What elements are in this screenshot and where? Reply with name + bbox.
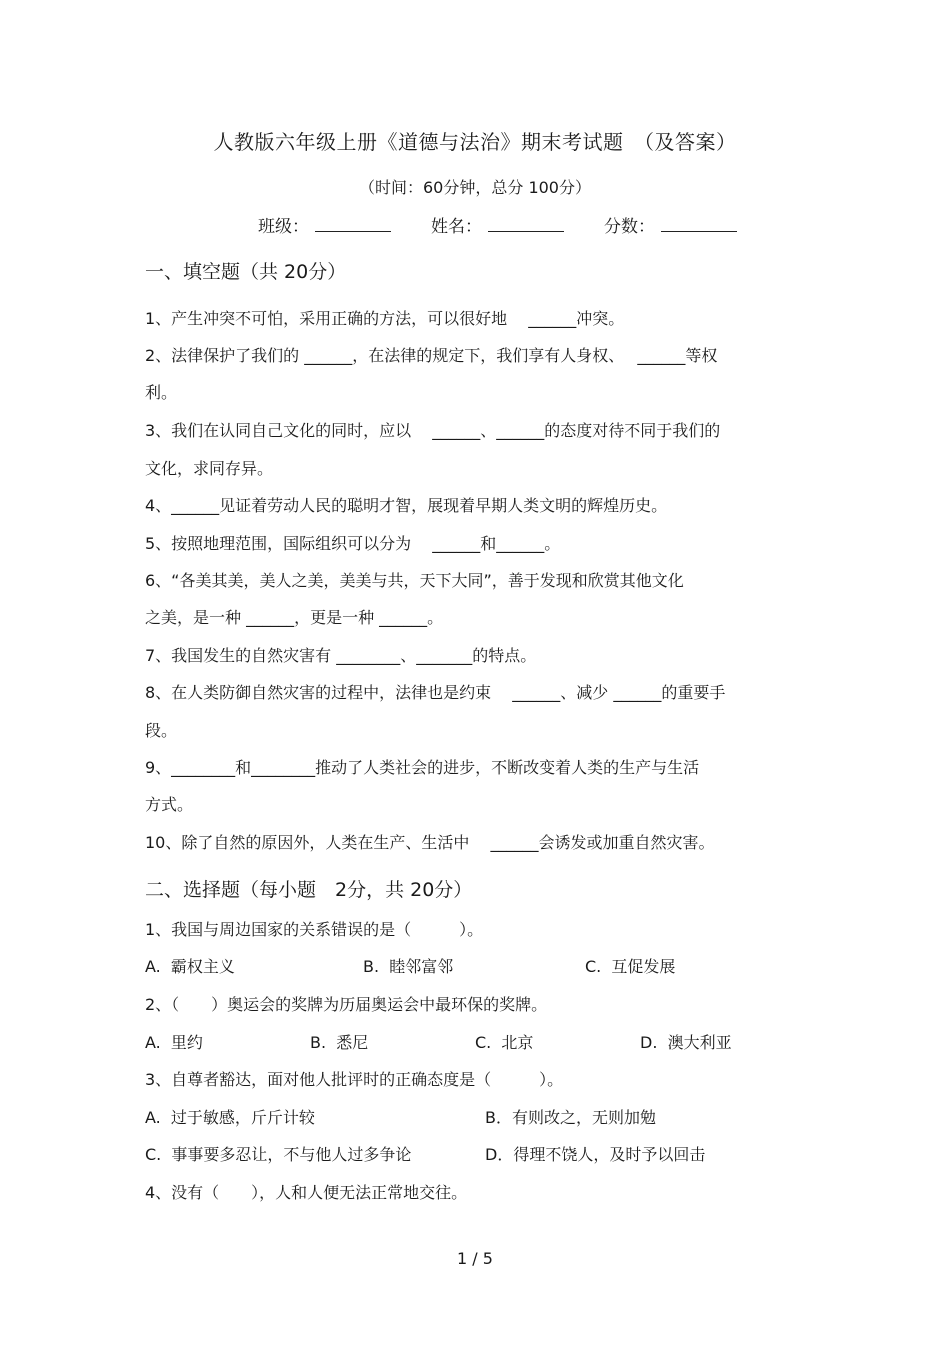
fill-line: 3、我们在认同自己文化的同时，应以 ______、______的态度对待不同于我们的 <box>145 421 721 440</box>
name-blank <box>488 215 564 232</box>
fill-line: 1、产生冲突不可怕，采用正确的方法，可以很好地 ______冲突。 <box>145 309 625 328</box>
option-c: C. 事事要多忍让，不与他人过多争论 <box>145 1145 412 1164</box>
option-c: C. 互促发展 <box>585 957 676 976</box>
class-field <box>258 212 391 237</box>
option-a: A. 里约 <box>145 1033 203 1052</box>
fill-line: 4、______见证着劳动人民的聪明才智，展现着早期人类文明的辉煌历史。 <box>145 496 668 515</box>
option-d: D．得理不饶人，及时予以回击 <box>485 1145 706 1164</box>
question-2-stem: 2、（ ）奥运会的奖牌为历届奥运会中最环保的奖牌。 <box>145 995 548 1014</box>
question-1-stem: 1、我国与周边国家的关系错误的是（ ）。 <box>145 920 484 939</box>
exam-duration-score: （时间：60分钟，总分 100分） <box>359 178 591 197</box>
fill-line: 文化，求同存异。 <box>145 459 274 478</box>
fill-line: 8、在人类防御自然灾害的过程中，法律也是约束 ______、减少 ______的重要手 <box>145 683 726 702</box>
page-number: 1 / 5 <box>457 1249 493 1268</box>
class-blank <box>315 215 391 232</box>
section-choice-heading: 二、选择题（每小题 2分，共 20分） <box>145 879 473 901</box>
fill-line: 2、法律保护了我们的 ______，在法律的规定下，我们享有人身权、 ______等权 <box>145 346 718 365</box>
option-a: A. 霸权主义 <box>145 957 235 976</box>
option-b: B. 睦邻富邻 <box>363 957 454 976</box>
option-a: A. 过于敏感，斤斤计较 <box>145 1108 315 1127</box>
question-3-stem: 3、自尊者豁达，面对他人批评时的正确态度是（ ）。 <box>145 1070 564 1089</box>
fill-line: 方式。 <box>145 795 194 814</box>
option-b: B．有则改之，无则加勉 <box>485 1108 656 1127</box>
fill-line: 之美，是一种 ______，更是一种 ______。 <box>145 608 444 627</box>
question-4-stem: 4、没有（ ），人和人便无法正常地交往。 <box>145 1183 468 1202</box>
class-label: 班级： <box>258 217 309 237</box>
score-field <box>604 212 737 237</box>
fill-line: 7、我国发生的自然灾害有 ________、_______的特点。 <box>145 646 537 665</box>
page-title: 人教版六年级上册《道德与法治》期末考试题 （及答案） <box>213 130 737 154</box>
fill-line: 9、________和________推动了人类社会的进步，不断改变着人类的生产与生活 <box>145 758 700 777</box>
option-b: B. 悉尼 <box>310 1033 369 1052</box>
section-fill-blank-heading: 一、填空题（共 20分） <box>145 261 347 283</box>
name-label: 姓名： <box>431 217 482 237</box>
fill-line: 6、“各美其美，美人之美，美美与共，天下大同”，善于发现和欣赏其他文化 <box>145 571 684 590</box>
score-blank <box>661 215 737 232</box>
fill-line: 段。 <box>145 721 178 740</box>
score-label: 分数： <box>604 217 655 237</box>
option-d: D. 澳大利亚 <box>640 1033 732 1052</box>
fill-line: 10、除了自然的原因外，人类在生产、生活中 ______会诱发或加重自然灾害。 <box>145 833 715 852</box>
fill-line: 利。 <box>145 383 178 402</box>
option-c: C. 北京 <box>475 1033 534 1052</box>
student-info-row <box>258 212 777 237</box>
fill-line: 5、按照地理范围，国际组织可以分为 ______和______。 <box>145 534 561 553</box>
name-field <box>431 212 564 237</box>
